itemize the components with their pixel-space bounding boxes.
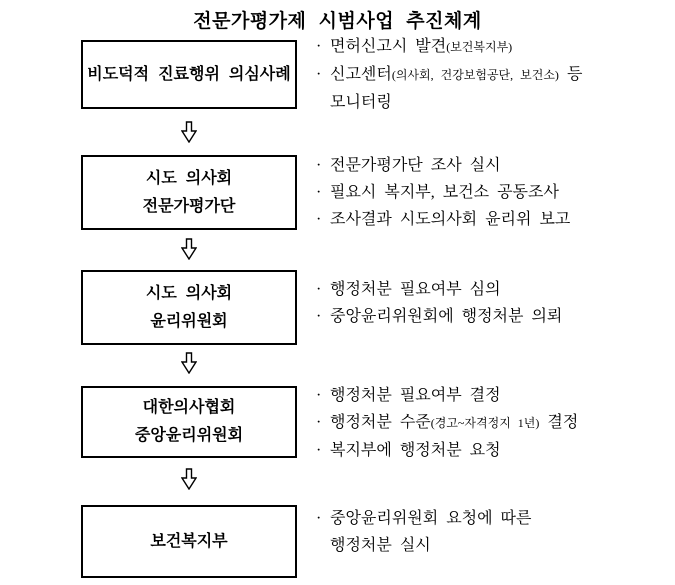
bullet-group-suspected-cases	[316, 33, 664, 116]
flow-box-suspected-cases	[81, 40, 297, 109]
flow-box-kma-central-ethics-committee	[81, 386, 297, 458]
bullet-dot-icon: ·	[316, 157, 322, 174]
bullet-text: 전문가평가단 조사 실시	[330, 157, 501, 174]
bullet-item	[316, 382, 664, 409]
bullet-dot-icon: ·	[316, 281, 322, 298]
bullet-text: 중앙윤리위원회에 행정처분 의뢰	[330, 308, 563, 325]
box-label-line: 윤리위원회	[150, 312, 228, 330]
bullet-group-sido-expert-evaluation-team	[316, 152, 664, 233]
down-arrow-icon	[181, 352, 197, 374]
down-arrow-icon	[181, 121, 197, 143]
box-label-line: 대한의사협회	[142, 399, 236, 416]
box-label-line: 비도덕적 진료행위 의심사례	[87, 65, 291, 83]
bullet-text: 결정	[539, 414, 579, 431]
bullet-text: 행정처분 필요여부 결정	[330, 387, 501, 404]
bullet-text: 필요시 복지부, 보건소 공동조사	[330, 184, 559, 201]
page-title: 전문가평가제 시범사업 추진체계	[193, 11, 482, 32]
down-arrow-icon	[181, 468, 197, 490]
bullet-text: 행정처분 실시	[330, 537, 431, 554]
box-label-line: 보건복지부	[150, 532, 228, 550]
bullet-dot-icon: ·	[316, 387, 322, 404]
bullet-item	[316, 61, 664, 116]
bullet-text: 복지부에 행정처분 요청	[330, 442, 501, 459]
bullet-text: 조사결과 시도의사회 윤리위 보고	[330, 211, 571, 228]
bullet-dot-icon: ·	[316, 510, 322, 527]
bullet-item	[316, 33, 664, 61]
bullet-item	[316, 409, 664, 437]
bullet-text-small: (경고~자격정지 1년)	[430, 416, 540, 430]
flow-box-sido-ethics-committee	[81, 270, 297, 345]
box-label-line: 전문가평가단	[142, 197, 236, 215]
bullet-text: 등	[558, 66, 583, 83]
bullet-text: 행정처분 수준	[330, 414, 431, 431]
box-label-line: 시도 의사회	[145, 284, 233, 302]
flow-box-sido-expert-evaluation-team	[81, 155, 297, 230]
bullet-text: 행정처분 필요여부 심의	[330, 281, 501, 298]
bullet-text-small: (의사회, 건강보험공단, 보건소)	[391, 68, 559, 82]
bullet-text: 면허신고시 발견	[330, 38, 447, 55]
bullet-dot-icon: ·	[316, 442, 322, 459]
bullet-dot-icon: ·	[316, 211, 322, 228]
bullet-group-sido-ethics-committee	[316, 276, 664, 330]
bullet-item	[316, 505, 664, 559]
bullet-dot-icon: ·	[316, 184, 322, 201]
bullet-item	[316, 152, 664, 179]
bullet-dot-icon: ·	[316, 414, 322, 431]
bullet-dot-icon: ·	[316, 308, 322, 325]
bullet-text: 모니터링	[330, 94, 392, 111]
bullet-item	[316, 303, 664, 330]
box-label-line: 중앙윤리위원회	[134, 427, 244, 444]
bullet-dot-icon: ·	[316, 38, 322, 55]
bullet-text-small: (보건복지부)	[446, 40, 513, 54]
box-label-line: 시도 의사회	[145, 169, 233, 187]
bullet-text: 중앙윤리위원회 요청에 따른	[330, 510, 532, 527]
bullet-item	[316, 437, 664, 464]
bullet-text: 신고센터	[330, 66, 392, 83]
bullet-group-ministry-health-welfare	[316, 505, 664, 559]
bullet-item	[316, 276, 664, 303]
bullet-dot-icon: ·	[316, 66, 322, 83]
flow-box-ministry-health-welfare	[81, 505, 297, 578]
bullet-group-kma-central-ethics-committee	[316, 382, 664, 464]
bullet-item	[316, 179, 664, 206]
down-arrow-icon	[181, 238, 197, 260]
bullet-item	[316, 206, 664, 233]
